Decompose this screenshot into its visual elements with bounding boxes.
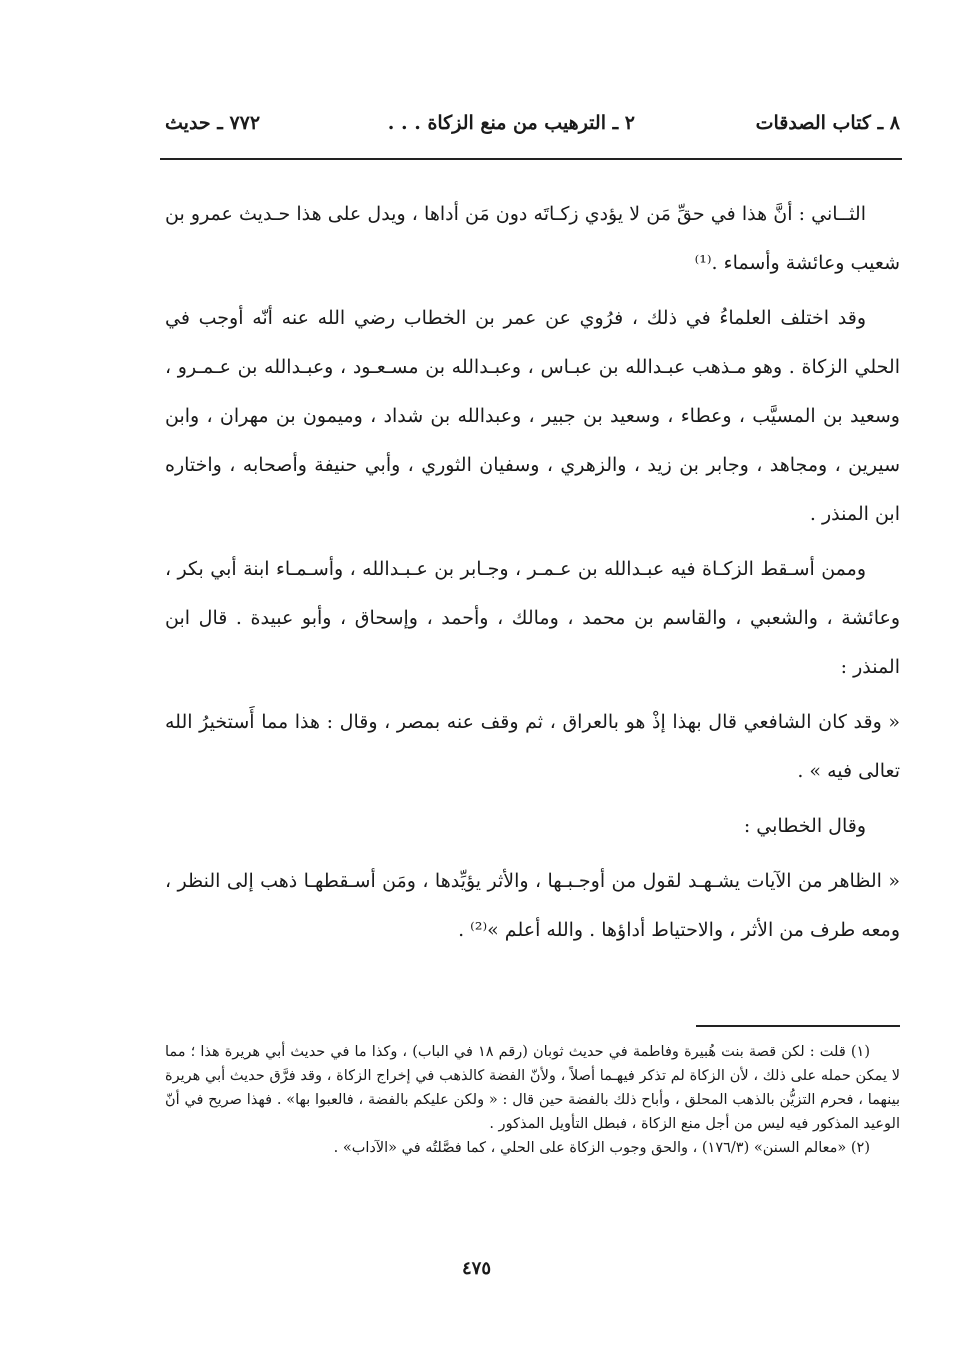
quote-khattabi: « الظاهر من الآيات يشـهـد لقول من أوجـبـها ، والأثر يؤيِّدها ، ومَن أسـقطهـا ذهب إلى النظر ، ومعه طرف من الأثر ، والاحتياط أداؤها . والله أعلم »⁽²⁾ . xyxy=(165,870,900,941)
footnote-2: (٢) «معالم السنن» (١٧٦/٣) ، والحق وجوب الزكاة على الحلي ، كما فصَّلتُه في «الآداب» . xyxy=(333,1140,870,1156)
running-header xyxy=(165,112,900,148)
footnote-1: (١) قلت : لكن قصة بنت هُبيرة وفاطمة في حديث ثوبان (رقم ١٨ في الباب) ، وكذا ما في حديث أبي هريرة هذا ؛ مما لا يمكن حمله على ذلك ، لأن الزكاة لم تذكر فيهـما أصلاً ، ولأنّ الفضة كالذهب في إخراج الزكاة ، وقد فرَّق حديث أبي هريرة بينهما ، فحرم التزيُّن بالذهب المحلق ، وأباح ذلك بالفضة حين قال : « ولكن عليكم بالفضة ، فالعبوا بها» . فهذا صريح في أنّ الوعيد المذكور فيه ليس من أجل منع الزكاة ، فبطل التأويل المذكور . xyxy=(165,1044,900,1132)
paragraph-scholars-obligating: وقد اختلف العلماءُ في ذلك ، فرُوي عن عمر بن الخطاب رضي الله عنه أنّه أوجب في الحلي الزكاة . وهو مـذهب عبـدالله بن عبـاس ، وعبـدالله بن مسـعـود ، وعبـدالله بن عـمـرو ، وسعيد بن المسيَّب ، وعطاء ، وسعيد بن جبير ، وعبدالله بن شداد ، وميمون بن مهران ، وابن سيرين ، ومجاهد ، وجابر بن زيد ، والزهري ، وسفيان الثوري ، وأبي حنيفة وأصحابه ، واختاره ابن المنذر . xyxy=(165,307,900,525)
footnotes xyxy=(165,1040,900,1160)
header-chapter-title: ٢ ـ الترهيب من منع الزكاة . . . xyxy=(387,112,635,134)
main-text xyxy=(165,190,900,961)
footnote-divider xyxy=(696,1025,900,1027)
paragraph-scholars-exempting: وممن أسـقط الزكـاة فيه عبـدالله بن عـمـر ، وجـابر بن عـبـدالله ، وأسـمـاء ابنة أبي بكر ، وعائشة ، والشعبي ، والقاسم بن محمد ، ومالك ، وأحمد ، وإسحاق ، وأبو عبيدة . قال ابن المنذر : xyxy=(165,558,900,678)
quote-shafii: « وقد كان الشافعي قال بهذا إذْ هو بالعراق ، ثم وقف عنه بمصر ، وقال : هذا مما أَستخيرُ الله تعالى فيه » . xyxy=(165,711,900,782)
paragraph-second-view: الثــاني : أنَّ هذا في حقِّ مَن لا يؤدي زكـاتَه دون مَن أداها ، ويدل على هذا حـديث عمرو بن شعيب وعائشة وأسماء .⁽¹⁾ xyxy=(165,203,900,274)
page-number: ٤٧٥ xyxy=(461,1258,491,1279)
header-book-title: ٨ ـ كتاب الصدقات xyxy=(755,112,900,134)
header-hadith-number: ٧٧٢ ـ حديث xyxy=(165,112,261,134)
header-divider xyxy=(160,158,902,160)
label-khattabi: وقال الخطابي : xyxy=(743,815,866,837)
